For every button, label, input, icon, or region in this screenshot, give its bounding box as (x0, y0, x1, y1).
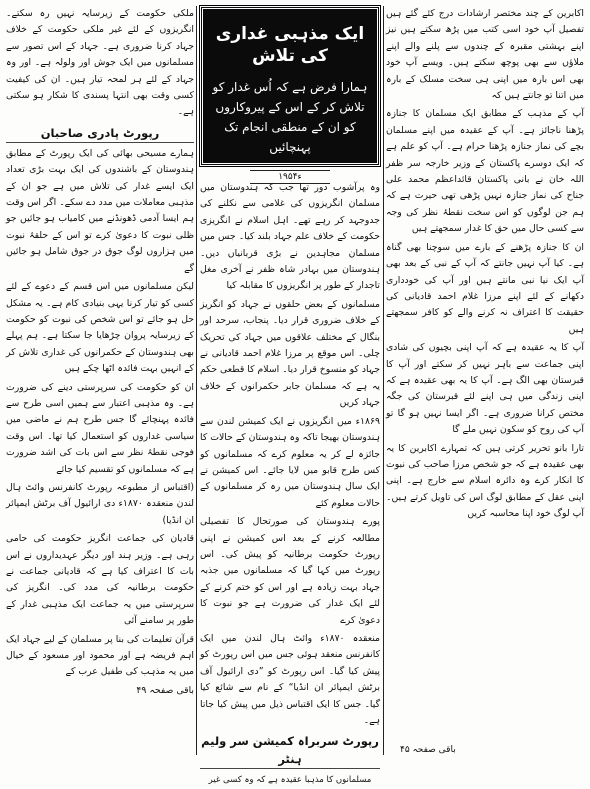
paragraph: ان کا جنازہ پڑھنے کے بارے میں سوچنا بھی گناہ ہے۔ کیا آپ نہیں جانتے کہ آپ کے نبی کے بعد بھی آپ ایک نیا نبی مانتے ہیں اور آپ کی خودداری دکھانے کے لئے اپنے مرزا غلام احمد قادیانی کی حقیقت کا اعتراف نہ کرنے والے کو کافر سمجھتے ہیں (386, 241, 584, 335)
left-column (6, 6, 194, 755)
paragraph: مسلمانوں کے بعض حلقوں نے جہاد کو انگریز کے خلاف ضروری قرار دیا۔ پنجاب، سرحد اور بنگال کے مختلف علاقوں میں جہاد کی تحریک چلی۔ اس موقع پر مرزا غلام احمد قادیانی نے جہاد کو منسوخ قرار دیا۔ اسلام کا قطعی حکم یہ ہے کہ مسلمان جابر حکمرانوں کے خلاف جہاد کریں (200, 298, 380, 409)
headline-subtitle: ہمارا فرض ہے کہ اُس غدار کو تلاش کر کے اس کے پیروکاروں کو ان کے منطقی انجام تک پہنچائیں (212, 80, 368, 154)
paragraph: ملکی حکومت کے زیرسایہ نہیں رہ سکتے۔ انگریزوں کے لئے غیر ملکی حکومت کے خلاف جہاد کرنا ضروری ہے۔ جہاد کے اس تصور سے مسلمانوں میں ایک جوش اور ولولہ ہے۔ اور وہ جہاد کے لئے ہر لمحہ تیار ہیں۔ ان کی کیفیت کسی وقت بھی انتہا پسندی کا شکار ہو سکتی ہے۔ (6, 8, 194, 118)
headline-title: ایک مذہبی غداری کی تلاش (215, 24, 365, 66)
paragraph: اکابرین کے چند مختصر ارشادات درج کئے گئے ہیں تفصیل آپ خود اسی کتب میں پڑھ سکتے ہیں نیز اپنے بہشتی مقبرہ کے چندوں سے پلنے والے اپنے ملاؤں سے بھی پوچھ سکتے ہیں۔ ویسے آپ خود بھی اس بارہ میں اپنی ہی سخت مسلک کے بارہ میں اتنا تو جانتے ہیں کہ (386, 8, 584, 102)
paragraph: ہمارے مسیحی بھائی کی ایک رپورٹ کے مطابق ہندوستان کے باشندوں کی ایک بہت بڑی تعداد ایک ایسے غدار کی تلاش میں ہے جو ان کے مذہبی معاملات میں مدد دے سکے۔ اگر اس وقت ہم ایسا آدمی ڈھونڈنے میں کامیاب ہو جائیں جو ظلی نبوت کا دعویٰ کرے تو اس کے حلقۂ نبوت میں ہزاروں لوگ جوق در جوق شامل ہو جائیں گے (6, 147, 194, 274)
paragraph: ان کو حکومت کی سرپرستی دینے کی ضرورت ہے۔ وہ مذہبی اعتبار سے ہمیں اسی طرح سے فائدہ پہنچائے گا جس طرح ہم نے ماضی میں سیاسی غداروں کو استعمال کیا تھا۔ اس وقت فوجی نقطۂ نظر سے اس بات کی اشد ضرورت ہے کہ مسلمانوں کو تقسیم کیا جائے (6, 381, 194, 475)
paragraph: ۱۸۶۹ء میں انگریزوں نے ایک کمیشن لندن سے ہندوستان بھیجا تاکہ وہ ہندوستان کے حالات کا جائزہ لے کر یہ معلوم کرے کہ مسلمانوں کو کس طرح قابو میں لایا جائے۔ اس کمیشن نے ایک سال ہندوستان میں رہ کر مسلمانوں کے حالات معلوم کئے (200, 415, 380, 509)
headline-banner (200, 6, 380, 166)
paragraph: منعقدہ ۱۸۷۰ء وائٹ ہال لندن میں ایک کانفرنس منعقد ہوئی جس میں اس رپورٹ کو پیش کیا گیا۔ اس رپورٹ کو ”دی ارائیول آف برٹش ایمپائر ان انڈیا“ کے نام سے شائع کیا گیا۔ جس کا ایک اقتباس ذیل میں پیش کیا جاتا ہے۔ (200, 632, 380, 726)
paragraph: پورے ہندوستان کی صورتحال کا تفصیلی مطالعہ کرنے کے بعد اس کمیشن نے اپنی رپورٹ حکومت برطانیہ کو پیش کی۔ اس رپورٹ میں کہا گیا کہ مسلمانوں میں جذبہ جہاد بہت زیادہ ہے اور اس کو ختم کرنے کے لئے ایک غدار کی ضرورت ہے جو نبوت کا دعویٰ کرے (200, 516, 380, 626)
paragraph: آپ کے مذہب کے مطابق ایک مسلمان کا جنازہ پڑھنا ناجائز ہے۔ آپ کے عقیدہ میں اپنے مسلمان بچے کی نماز جنازہ پڑھنا حرام ہے۔ آپ کو علم ہے کہ ایک دوسرے پاکستان کے وزیر خارجہ سر ظفر اللہ خان نے بانی پاکستان قائداعظم محمد علی جناح کی نماز جنازہ نہیں پڑھی تھی حیرت ہے کہ ہم جن لوگوں کو اس سخت نقطۂ نظر کی وجہ سے کسی حال میں حق کا غدار سمجھتے ہیں (386, 108, 584, 235)
section-heading: رپورٹ سربراہ کمیشن سر ولیم ہنٹر (200, 732, 380, 769)
paragraph: لیکن مسلمانوں میں اس قسم کے دعوے کے لئے کسی کو تیار کرنا یہی بنیادی کام ہے۔ یہ مشکل حل ہو جائے تو اس شخص کی نبوت کو حکومت کے زیرسایہ پروان چڑھایا جا سکتا ہے۔ ہم پہلے بھی ہندوستان کے حکمرانوں کی غداری تلاش کر کے انہیں بہت فائدہ اٹھا چکے ہیں (6, 281, 194, 375)
paragraph: قادیان کی جماعت انگریز حکومت کی حامی رہی ہے۔ وزیر ہند اور دیگر عہدیداروں نے اس بات کا اعتراف کیا ہے کہ قادیانی جماعت نے حکومت برطانیہ کی مدد کی۔ انگریز کی سرپرستی میں یہ جماعت ایک مذہبی غدار کے طور پر سامنے آئی (6, 533, 194, 627)
right-column (386, 6, 584, 755)
column-rule (383, 6, 384, 755)
column-rule (196, 6, 197, 755)
continuation-note: مسلمانوں کا مذہبا عقیدہ ہے کہ وہ کسی غیر (208, 775, 372, 786)
page-continuation: باقی صفحہ ۴۵ (400, 745, 456, 755)
year-label: ۱۹۵۴ء (250, 170, 330, 184)
paragraph: وہ پرآشوب دور تھا جب کہ ہندوستان میں مسلمان انگریزوں کی غلامی سے نکلنے کی جدوجہد کر رہے تھے۔ اہل اسلام نے انگریزی حکومت کے خلاف علم جہاد بلند کیا۔ جس میں مسلمان مجاہدین نے بڑی قربانیاں دیں۔ ہندوستان میں بہادر شاہ ظفر نے آخری مغل تاجدار کے طور پر انگریزوں کا مقابلہ کیا (200, 182, 380, 292)
continuation-note: باقی صفحہ ۴۹ (136, 684, 194, 696)
paragraph: آپ کا یہ عقیدہ ہے کہ آپ اپنی بچیوں کی شادی اپنی جماعت سے باہر نہیں کر سکتے اور آپ کا قبرستان بھی الگ ہے۔ آپ کا یہ بھی عقیدہ ہے کہ اپنی زندگی میں ہی اپنے لئے قبرستان کی جگہ مختص کرانا ضروری ہے۔ اگر ایسا نہیں ہو گا تو آپ کی روح کو سکون نہیں ملے گا (386, 342, 584, 436)
section-heading: رپورٹ پادری صاحبان (6, 124, 194, 143)
paragraph: قرآن تعلیمات کی بنا پر مسلمان کے لیے جہاد ایک اہم فریضہ ہے اور محمود اور مسعود کے خیال میں یہ مذہب کی طفیل عرب کے (6, 633, 194, 678)
paragraph: (اقتباس از مطبوعہ رپورٹ کانفرنس وائٹ ہال لندن منعقدہ ۱۸۷۰ء دی ارائیول آف برٹش ایمپائر ان انڈیا) (6, 481, 195, 526)
paragraph: تارا بانو تحریر کرتی ہیں کہ تمہارے اکابرین کا یہ بھی عقیدہ ہے کہ جو شخص مرزا صاحب کی نبوت کا انکار کرے وہ دائرہ اسلام سے خارج ہے۔ اپنی اپنی عقل کے مطابق لوگ اس کی تاویل کرتے ہیں۔ آپ لوگ خود اپنا محاسبہ کریں (386, 442, 584, 520)
middle-column (200, 180, 380, 786)
